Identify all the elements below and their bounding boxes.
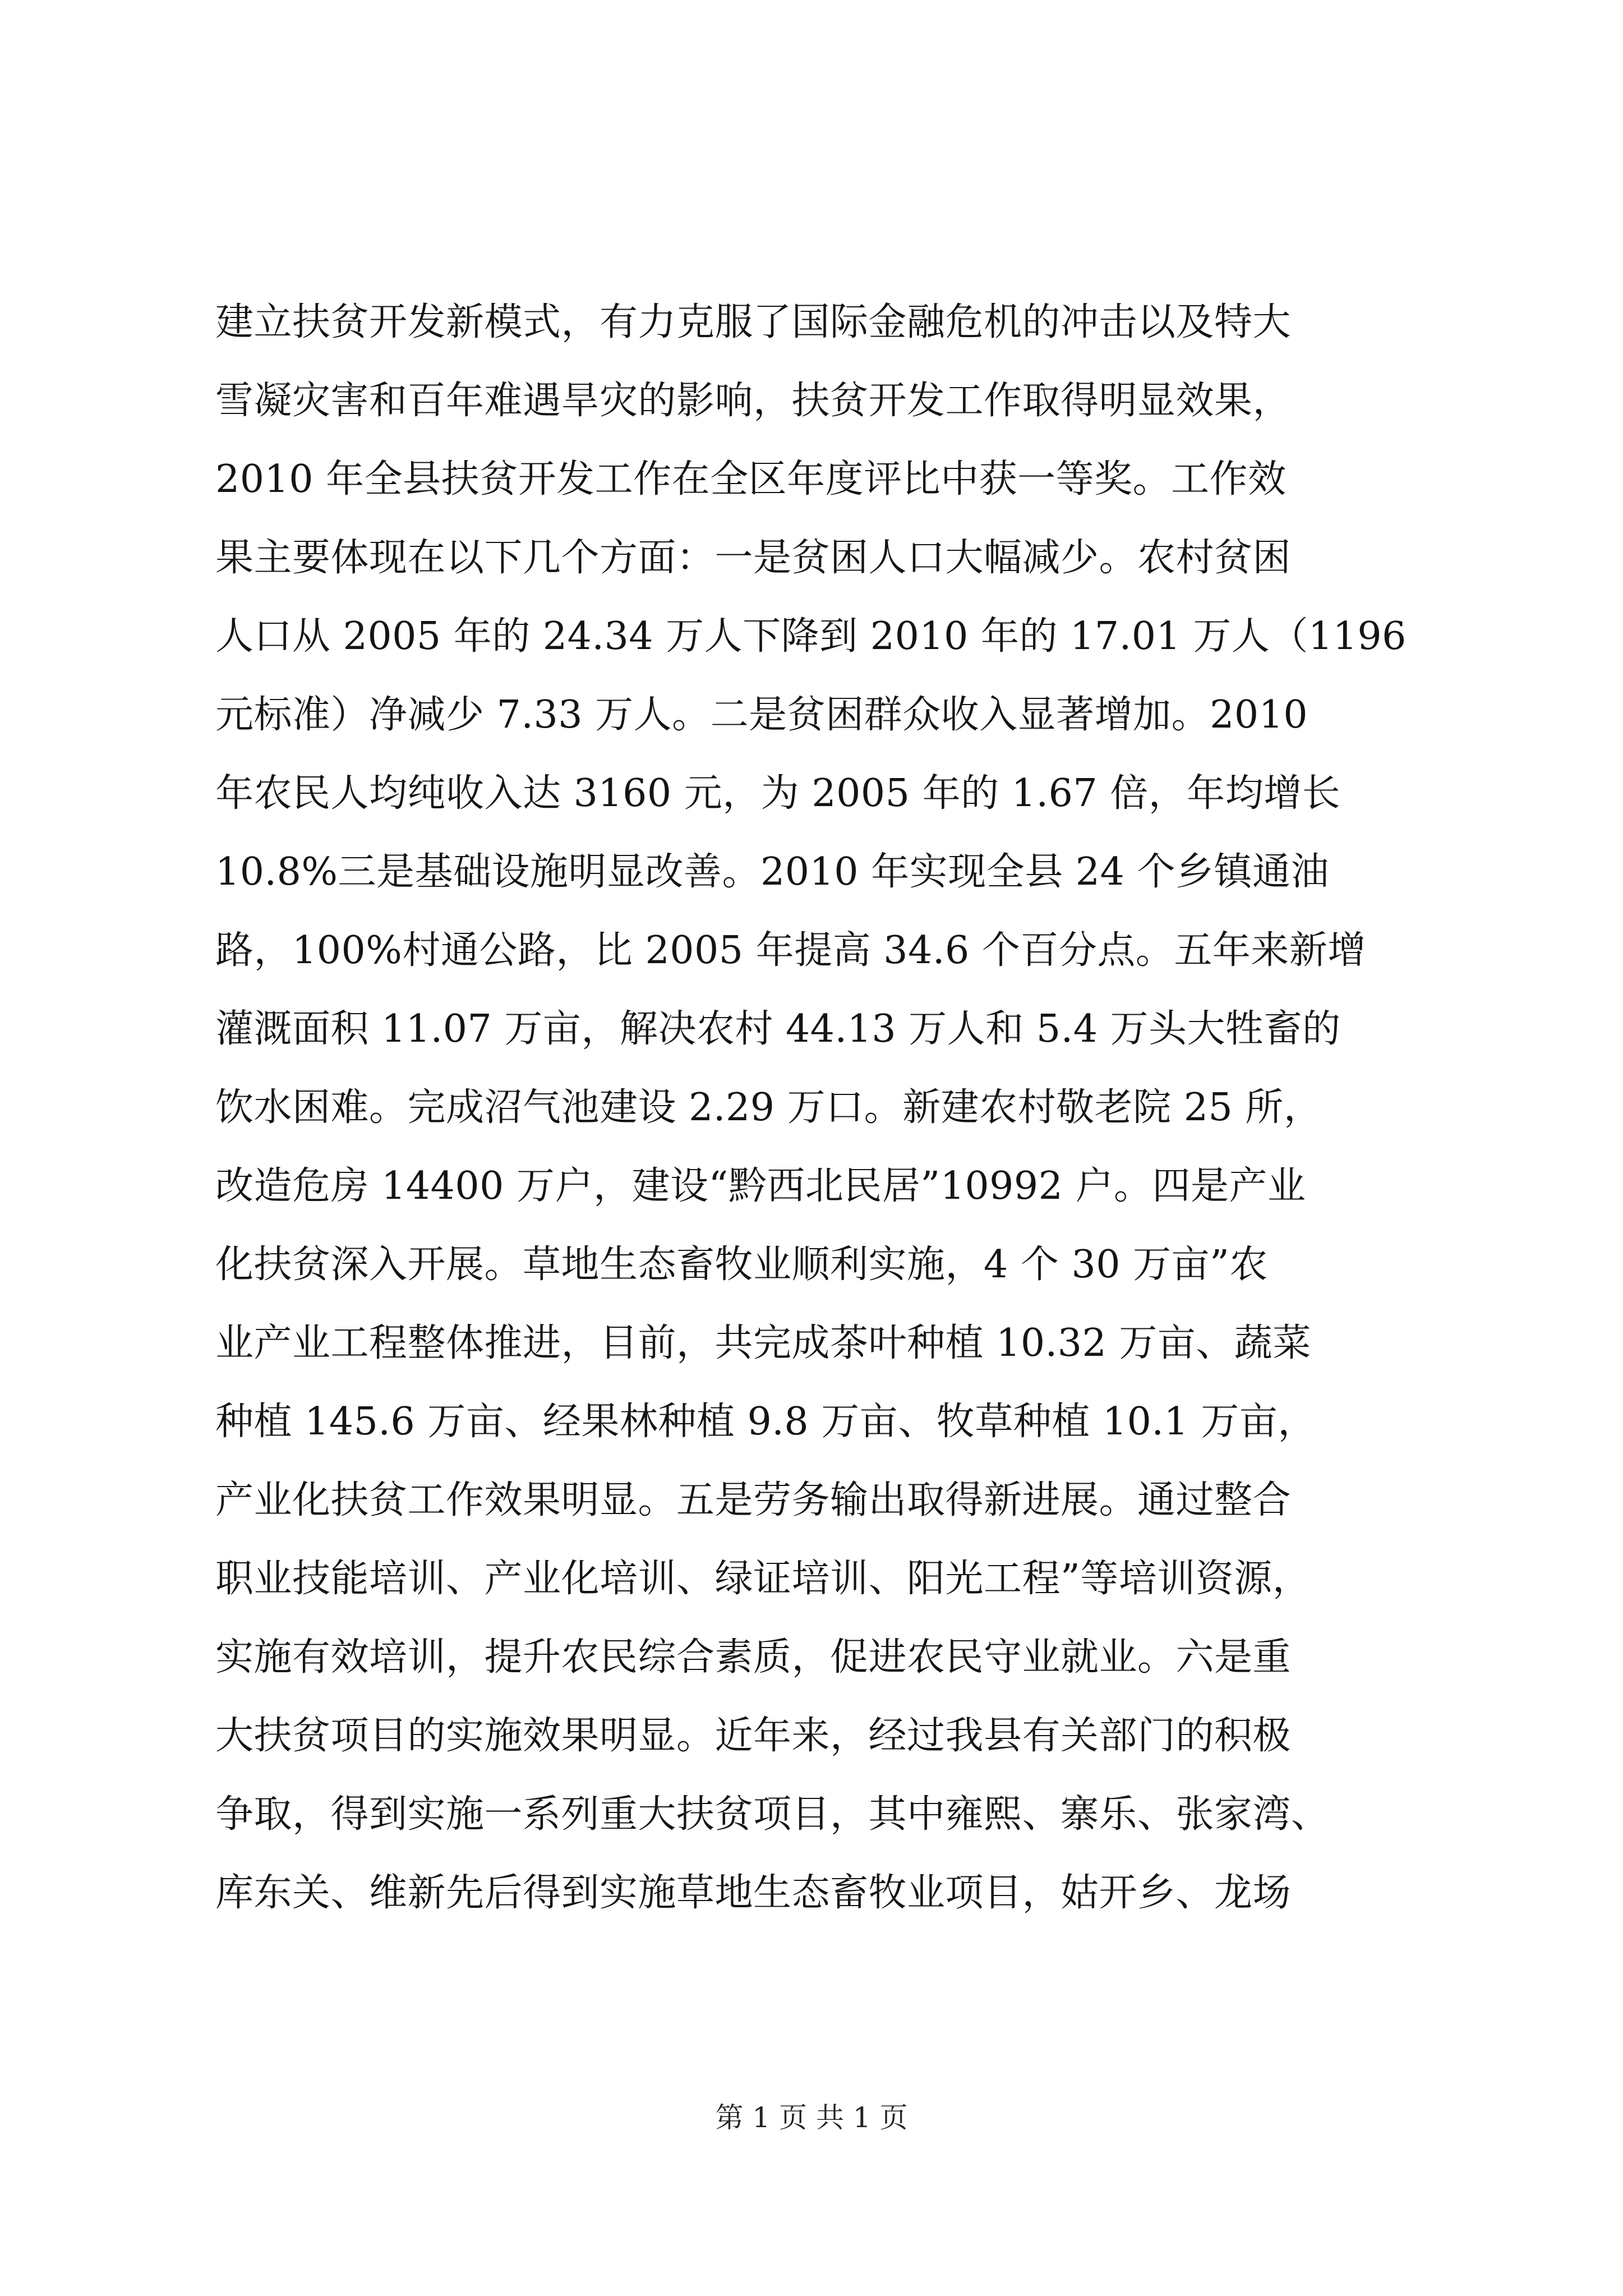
text-line: 路，100%村通公路，比 2005 年提高 34.6 个百分点。五年来新增 xyxy=(215,928,1366,973)
text-line: 2010 年全县扶贫开发工作在全区年度评比中获一等奖。工作效 xyxy=(215,457,1287,501)
text-line: 化扶贫深入开展。草地生态畜牧业顺利实施，4 个 30 万亩”农 xyxy=(215,1243,1268,1287)
text-line: 果主要体现在以下几个方面：一是贫困人口大幅减少。农村贫困 xyxy=(215,536,1292,580)
text-line: 业产业工程整体推进，目前，共完成茶叶种植 10.32 万亩、蔬菜 xyxy=(215,1321,1311,1365)
page-footer xyxy=(0,2098,1623,2137)
text-line: 实施有效培训，提升农民综合素质，促进农民守业就业。六是重 xyxy=(215,1635,1292,1680)
text-line: 职业技能培训、产业化培训、绿证培训、阳光工程”等培训资源， xyxy=(215,1557,1311,1601)
text-line: 人口从 2005 年的 24.34 万人下降到 2010 年的 17.01 万人（1196 xyxy=(215,614,1407,659)
text-line: 产业化扶贫工作效果明显。五是劳务输出取得新进展。通过整合 xyxy=(215,1478,1292,1522)
text-line: 灌溉面积 11.07 万亩，解决农村 44.13 万人和 5.4 万头大牲畜的 xyxy=(215,1007,1341,1051)
text-line: 库东关、维新先后得到实施草地生态畜牧业项目，姑开乡、龙场 xyxy=(215,1871,1292,1915)
text-line: 建立扶贫开发新模式，有力克服了国际金融危机的冲击以及特大 xyxy=(215,300,1292,344)
text-line: 种植 145.6 万亩、经果林种植 9.8 万亩、牧草种植 10.1 万亩， xyxy=(215,1400,1316,1444)
text-line: 饮水困难。完成沼气池建设 2.29 万口。新建农村敬老院 25 所， xyxy=(215,1085,1322,1130)
text-line: 争取，得到实施一系列重大扶贫项目，其中雍熙、寨乐、张家湾、 xyxy=(215,1792,1330,1837)
text-line: 大扶贫项目的实施效果明显。近年来，经过我县有关部门的积极 xyxy=(215,1714,1292,1758)
text-line: 年农民人均纯收入达 3160 元，为 2005 年的 1.67 倍，年均增长 xyxy=(215,771,1341,816)
text-line: 10.8%三是基础设施明显改善。2010 年实现全县 24 个乡镇通油 xyxy=(215,850,1329,894)
text-line: 元标准）净减少 7.33 万人。二是贫困群众收入显著增加。2010 xyxy=(215,693,1308,737)
text-line: 雪凝灾害和百年难遇旱灾的影响，扶贫开发工作取得明显效果， xyxy=(215,379,1292,423)
page-number-label: 第 1 页 共 1 页 xyxy=(715,2101,908,2134)
body-text xyxy=(215,283,1415,1932)
text-line: 改造危房 14400 万户，建设“黔西北民居”10992 户。四是产业 xyxy=(215,1164,1306,1208)
